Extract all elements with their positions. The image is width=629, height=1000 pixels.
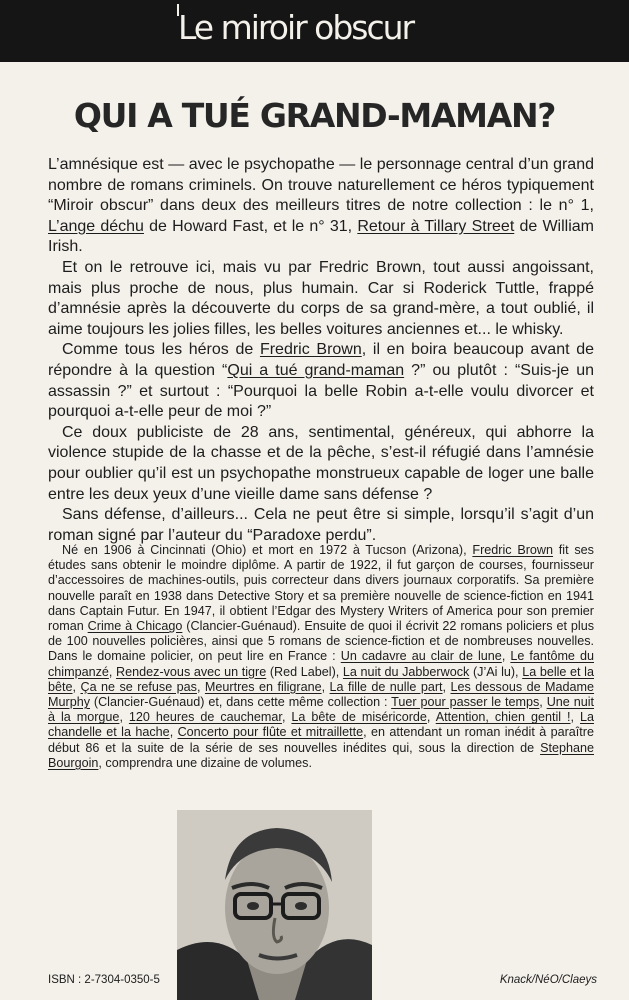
text-run: (Clancier-Guénaud). Ensuite de quoi il écrivit 22 romans policiers et plus de 100 nouvelles policières, ainsi que 5 romans de science-fiction et de nombreuses nouvelles. Dans le domaine policier, on peut lire en France :	[48, 619, 594, 664]
text-run: Et on le retrouve ici, mais vu par Fredric Brown, tout aussi angoissant, mais plus proche de nous, plus humain. Car si Roderick Tuttle, frappé d’amnésie après la découverte du corps de sa grand-mère, a tout oublié, il aime toujours les jolies filles, les belles voitures anciennes et... le whisky.	[48, 258, 594, 338]
text-run: Sans défense, d’ailleurs... Cela ne peut être si simple, lorsqu’il s’agit d’un roman signé par l’auteur du “Paradoxe perdu”.	[48, 506, 594, 544]
underlined-title: Concerto pour flûte et mitraillette	[177, 725, 364, 740]
text-run: ?” ou plutôt : “Suis-je un assassin ?” et surtout : “Pourquoi la belle Robin a-t-elle voulu divorcer et pourquoi a-t-elle peur de moi ?”	[48, 361, 595, 421]
underlined-title: Fredric Brown	[259, 341, 362, 359]
series-title: Le miroir obscur	[178, 8, 414, 47]
author-portrait-image	[177, 810, 372, 1000]
text-run: , en attendant un roman inédit à paraître début 86 et la suite de la série de ses nouvelles inédites qui, sous la direction de	[48, 725, 594, 755]
underlined-title: Le fantôme du chimpanzé	[48, 649, 594, 679]
blurb-paragraph-4	[48, 423, 594, 505]
underlined-title: Fredric Brown	[472, 543, 554, 557]
text-run: ,	[119, 710, 129, 725]
underlined-title: La chandelle et la hache	[48, 710, 595, 740]
underlined-title: L’ange déchu	[48, 217, 144, 235]
isbn: ISBN : 2-7304-0350-5	[48, 974, 160, 986]
blurb-paragraph-3	[48, 340, 594, 422]
text-run: ,	[570, 710, 580, 725]
text-run: ,	[426, 710, 436, 725]
text-run: (Clancier-Guénaud) et, dans cette même collection :	[90, 695, 392, 710]
underlined-title: Tuer pour passer le temps	[391, 695, 540, 710]
text-run: de William Irish.	[48, 217, 595, 256]
text-run: Comme tous les héros de	[62, 341, 260, 359]
underlined-title: Rendez-vous avec un tigre	[116, 664, 267, 679]
underlined-title: Retour à Tillary Street	[357, 217, 515, 235]
text-run: ,	[169, 725, 178, 740]
text-run: ,	[108, 664, 117, 679]
text-run: (J’Ai lu),	[469, 664, 523, 679]
underlined-title: Qui a tué grand-maman	[227, 361, 405, 379]
publisher-imprint: Knack/NéO/Claeys	[499, 974, 597, 986]
underlined-title: La fille de nulle part	[329, 679, 443, 694]
text-run: ,	[321, 679, 330, 694]
underlined-title: La nuit du Jabberwock	[342, 664, 470, 679]
text-run: ,	[281, 710, 292, 725]
text-run: , comprendra une dizaine de volumes.	[98, 755, 312, 770]
book-title: QUI A TUÉ GRAND-MAMAN?	[73, 96, 556, 135]
underlined-title: Meurtres en filigrane	[204, 679, 322, 694]
text-run: ,	[442, 679, 451, 694]
blurb-paragraph-1	[48, 155, 594, 258]
author-photo	[177, 810, 372, 1000]
underlined-title: Attention, chien gentil !	[435, 710, 571, 725]
author-bio-paragraph	[48, 543, 594, 771]
underlined-title: La belle et la bête	[48, 664, 594, 694]
underlined-title: Les dessous de Madame Murphy	[48, 679, 595, 710]
text-run: (Red Label),	[266, 664, 343, 679]
text-run: ,	[72, 679, 81, 694]
text-run: , il en boira beaucoup avant de répondre à la question “	[48, 341, 595, 379]
underlined-title: Stephane Bourgoin	[48, 740, 594, 770]
text-run: ,	[539, 695, 547, 710]
author-bio	[48, 543, 594, 771]
underlined-title: 120 heures de cauchemar	[128, 710, 282, 725]
text-run: Né en 1906 à Cincinnati (Ohio) et mort en 1972 à Tucson (Arizona),	[62, 543, 473, 557]
blurb	[48, 155, 594, 546]
text-run: L’amnésique est — avec le psychopathe — le personnage central d’un grand nombre de romans criminels. On trouve naturellement ce héros typiquement “Miroir obscur” dans deux des meilleurs titres de notre collection : le n° 1,	[48, 156, 594, 215]
text-run: fit ses études sans obtenir le moindre diplôme. A partir de 1922, il fut garçon de courses, fournisseur d’accessoires de machines-outils, puis correcteur dans divers journaux corporatifs. Sa première nouvelle paraît en 1938 dans Detective Story et sa première nouvelle de science-fiction en 1941 dans Captain Futur. En 1947, il obtient l’Edgar des Mystery Writers of America pour son premier roman	[48, 543, 594, 634]
header-band	[0, 0, 629, 62]
blurb-paragraph-5	[48, 505, 594, 546]
text-run: ,	[501, 649, 511, 664]
text-run: Ce doux publiciste de 28 ans, sentimental, généreux, qui abhorre la violence stupide de la chasse et de la pêche, s’est-il réfugié dans l’amnésie pour oublier qu’il est un psychopathe monstrueux capable de loger une balle entre les deux yeux d’une vieille dame sans défense ?	[48, 423, 594, 503]
underlined-title: La bête de miséricorde	[291, 710, 427, 725]
blurb-paragraph-2	[48, 258, 594, 340]
underlined-title: Ça ne se refuse pas	[80, 679, 197, 694]
underlined-title: Une nuit à la morgue	[48, 695, 594, 725]
underlined-title: Un cadavre au clair de lune	[340, 649, 502, 664]
text-run: de Howard Fast, et le n° 31,	[143, 217, 358, 235]
underlined-title: Crime à Chicago	[87, 619, 183, 634]
text-run: ,	[196, 679, 205, 694]
